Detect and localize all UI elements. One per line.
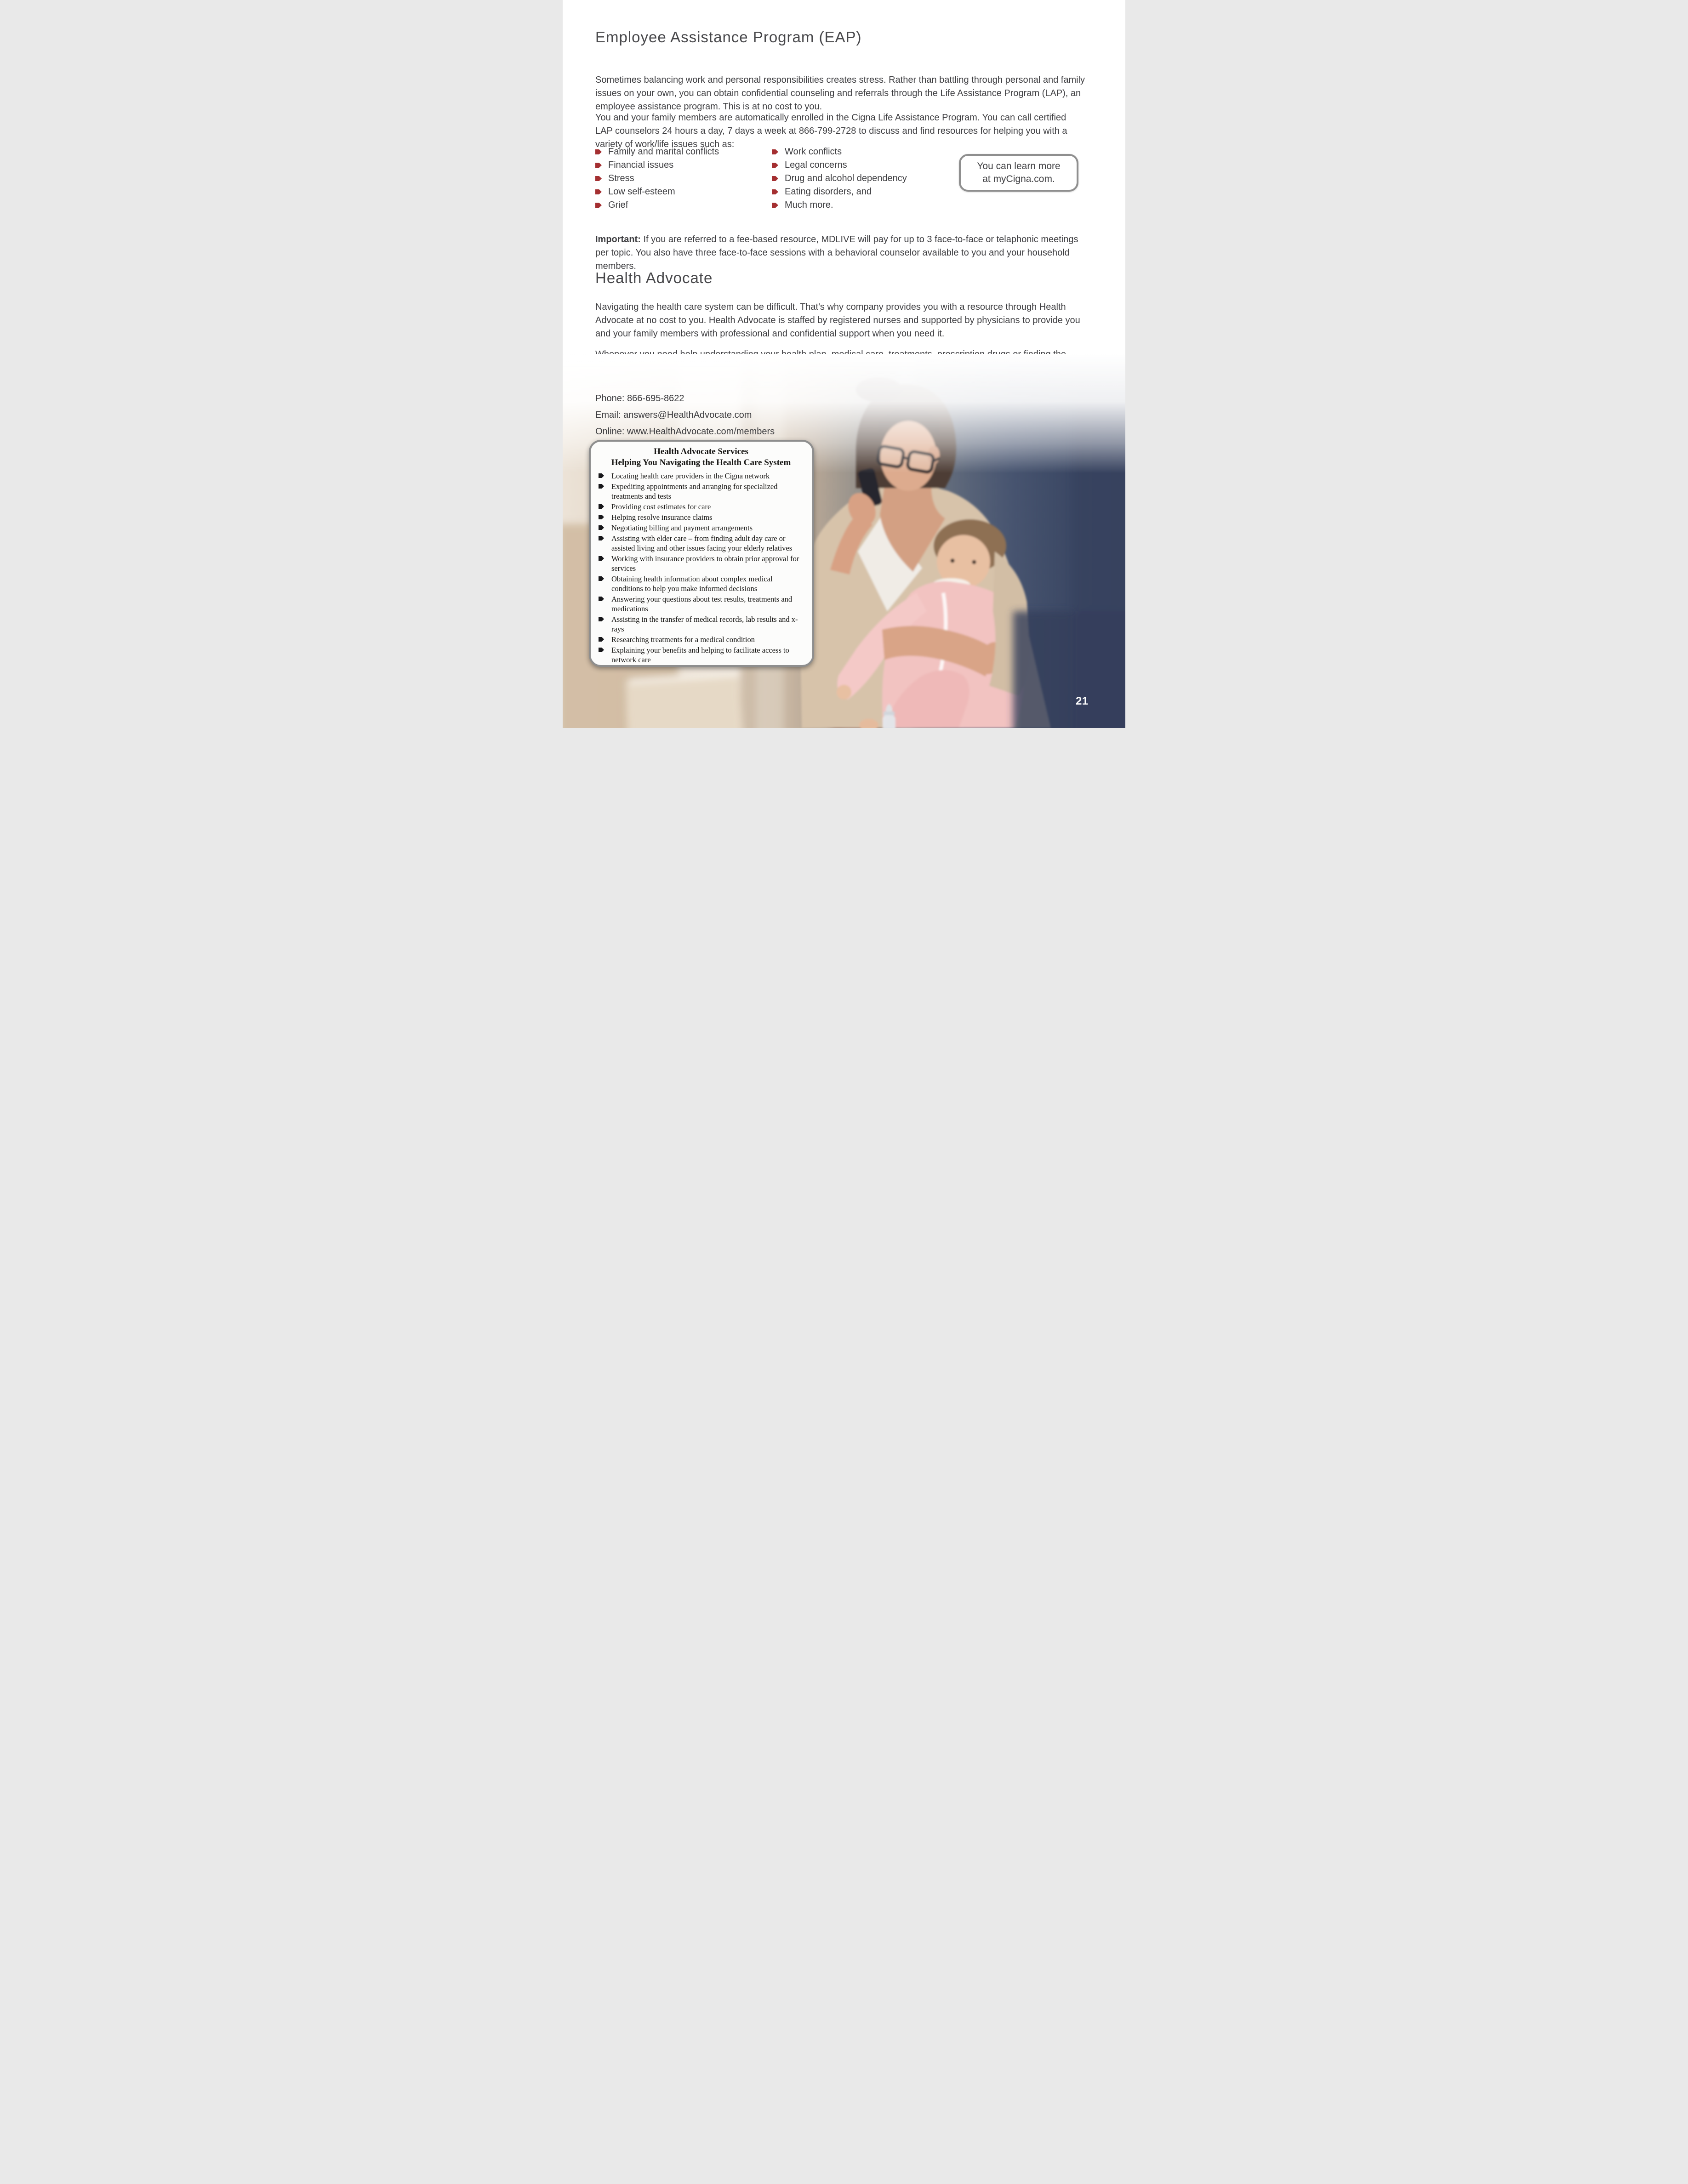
bullet-text: Legal concerns	[785, 160, 847, 170]
bullet-text: Stress	[608, 173, 634, 183]
bullet-arrow-icon	[599, 473, 604, 478]
bullet-arrow-icon	[599, 484, 604, 489]
list-item	[596, 614, 806, 634]
important-note	[595, 233, 1085, 273]
list-item	[772, 145, 907, 159]
bullet-arrow-icon	[772, 189, 778, 194]
service-text: Locating health care providers in the Cigna network	[611, 472, 770, 480]
bullet-text: Eating disorders, and	[785, 187, 872, 197]
list-item	[596, 502, 806, 512]
service-text: Answering your questions about test results, treatments and medications	[611, 595, 793, 613]
eap-paragraph-2: You and your family members are automatically enrolled in the Cigna Life Assistance Program. You can call certified LAP counselors 24 hours a day, 7 days a week at 866-799-2728 to discuss and find resources for helping you with a variety of work/life issues such as:	[595, 113, 1067, 149]
bullet-arrow-icon	[595, 189, 602, 194]
bullet-text: Work conflicts	[785, 147, 842, 157]
health-advocate-paragraph-1: Navigating the health care system can be difficult. That's why company provides you with a resource through Health Advocate at no cost to you. Health Advocate is staffed by registered nurses and supported by physicians to provide you and your family members with professional and confidential support when you need it.	[595, 302, 1080, 339]
list-item	[596, 482, 806, 501]
service-text: Researching treatments for a medical condition	[611, 635, 755, 644]
services-box-title: Health Advocate Services	[654, 447, 748, 456]
bullet-arrow-icon	[599, 525, 604, 530]
service-text: Explaining your benefits and helping to facilitate access to network care	[611, 646, 789, 664]
bullet-arrow-icon	[772, 203, 778, 208]
bullet-arrow-icon	[772, 163, 778, 168]
services-box-subtitle: Helping You Navigating the Health Care System	[611, 458, 791, 467]
eap-section-title: Employee Assistance Program (EAP)	[595, 28, 862, 46]
list-item	[596, 523, 806, 533]
email-line: Email: answers@HealthAdvocate.com	[595, 410, 752, 420]
service-text: Assisting in the transfer of medical records, lab results and x-rays	[611, 615, 798, 633]
list-item	[596, 594, 806, 614]
service-text: Expediting appointments and arranging for specialized treatments and tests	[611, 482, 778, 500]
list-item	[595, 145, 719, 159]
service-text: Obtaining health information about complex medical conditions to help you make informed decisions	[611, 574, 773, 593]
list-item	[596, 471, 806, 481]
service-text: Assisting with elder care – from finding adult day care or assisted living and other issues facing your elderly relatives	[611, 534, 793, 552]
service-text: Providing cost estimates for care	[611, 502, 711, 511]
bullet-text: Grief	[608, 200, 628, 210]
list-item	[595, 172, 719, 185]
list-item	[596, 534, 806, 553]
list-item	[595, 199, 719, 212]
bullet-arrow-icon	[599, 637, 604, 642]
important-text: If you are referred to a fee-based resource, MDLIVE will pay for up to 3 face-to-face or telaphonic meetings per topic. You also have three face-to-face sessions with a behavioral counselor available to you and your household members.	[595, 234, 1078, 271]
mycigna-callout	[959, 154, 1078, 192]
list-item	[595, 185, 719, 199]
bullet-text: Family and marital conflicts	[608, 147, 719, 157]
bullet-text: Much more.	[785, 200, 833, 210]
bullet-arrow-icon	[599, 648, 604, 652]
health-advocate-section-title: Health Advocate	[595, 269, 713, 286]
list-item	[596, 635, 806, 644]
service-text: Negotiating billing and payment arrangements	[611, 523, 753, 532]
bullet-arrow-icon	[772, 149, 778, 154]
list-item	[772, 185, 907, 199]
bullet-arrow-icon	[599, 504, 604, 509]
bullet-arrow-icon	[599, 576, 604, 581]
health-advocate-services-box	[589, 440, 814, 667]
online-line: Online: www.HealthAdvocate.com/members	[595, 427, 775, 437]
service-text: Helping resolve insurance claims	[611, 513, 713, 522]
bullet-arrow-icon	[599, 617, 604, 621]
eap-paragraph-1: Sometimes balancing work and personal responsibilities creates stress. Rather than battling through personal and family issues on your own, you can obtain confidential counseling and referrals through the Life Assistance Program (LAP), an employee assistance program. This is at no cost to you.	[595, 75, 1085, 112]
bullet-arrow-icon	[595, 176, 602, 181]
services-list	[596, 471, 806, 665]
document-page	[563, 0, 1125, 728]
eap-bullet-list-right	[772, 145, 907, 212]
bullet-arrow-icon	[599, 556, 604, 561]
bullet-text: Financial issues	[608, 160, 674, 170]
list-item	[772, 172, 907, 185]
bullet-arrow-icon	[599, 515, 604, 519]
page-number: 21	[1076, 695, 1089, 707]
list-item	[596, 574, 806, 593]
list-item	[772, 199, 907, 212]
bullet-arrow-icon	[595, 149, 602, 154]
bullet-arrow-icon	[599, 536, 604, 540]
eap-bullet-list-left	[595, 145, 719, 212]
important-label: Important:	[595, 234, 641, 245]
bullet-text: Drug and alcohol dependency	[785, 173, 907, 183]
callout-line-1: You can learn more	[977, 161, 1061, 171]
list-item	[596, 512, 806, 522]
callout-line-2: at myCigna.com.	[982, 174, 1055, 184]
bullet-arrow-icon	[595, 203, 602, 208]
bullet-arrow-icon	[595, 163, 602, 168]
phone-line: Phone: 866-695-8622	[595, 393, 684, 404]
bullet-arrow-icon	[772, 176, 778, 181]
list-item	[596, 645, 806, 665]
list-item	[772, 159, 907, 172]
bullet-arrow-icon	[599, 597, 604, 601]
list-item	[595, 159, 719, 172]
service-text: Working with insurance providers to obtain prior approval for services	[611, 554, 799, 573]
list-item	[596, 554, 806, 573]
bullet-text: Low self-esteem	[608, 187, 675, 197]
